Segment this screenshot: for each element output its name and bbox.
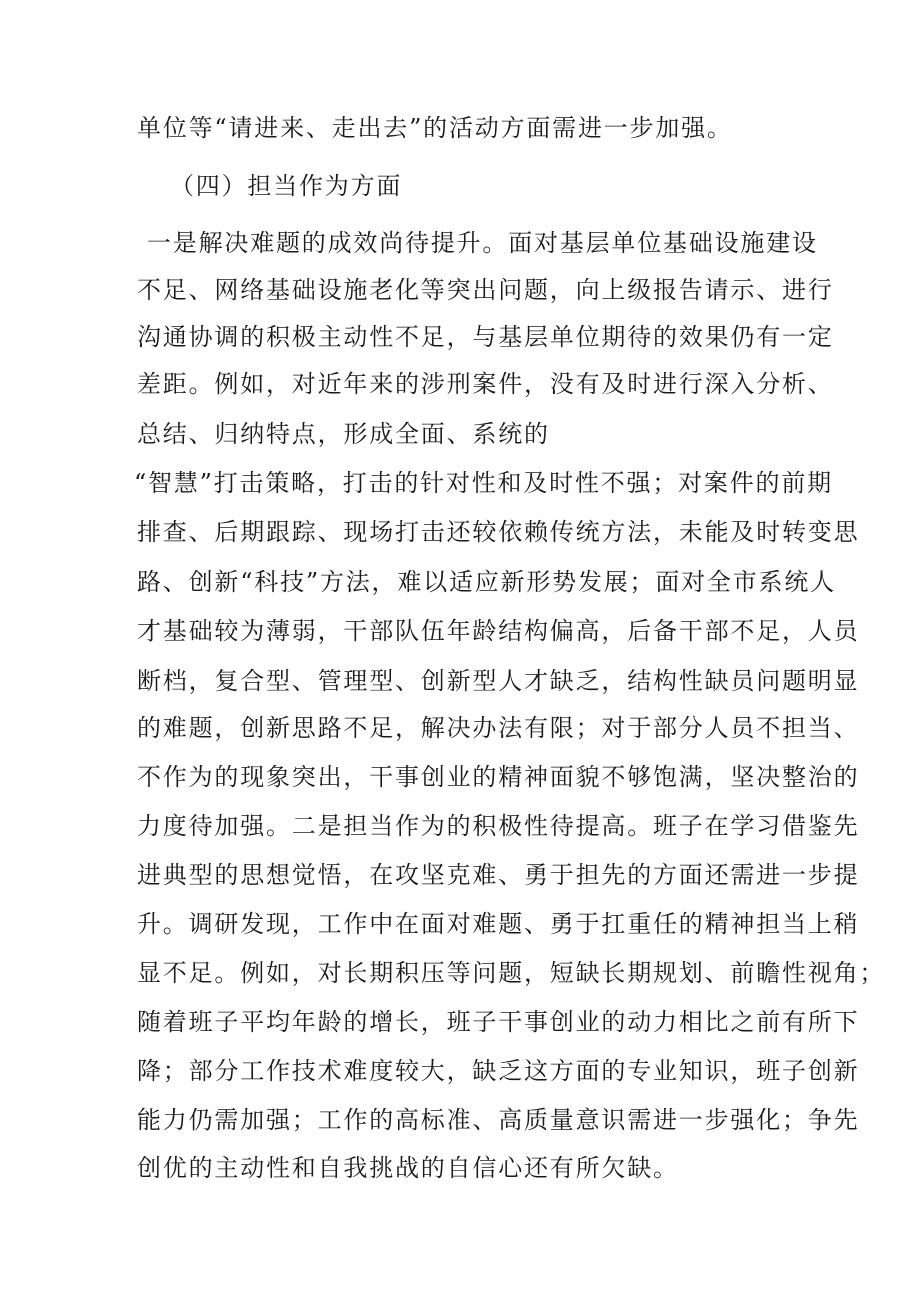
text-line-18: 显不足。例如，对长期积压等问题，短缺长期规划、前瞻性视角； [137,959,886,987]
text-line-15: 力度待加强。二是担当作为的积极性待提高。班子在学习借鉴先 [137,812,860,840]
text-line-14: 不作为的现象突出，干事创业的精神面貌不够饱满，坚决整治的 [137,763,860,791]
text-line-1: 单位等“请进来、走出去”的活动方面需进一步加强。 [137,114,733,142]
text-line-12: 断档，复合型、管理型、创新型人才缺乏，结构性缺员问题明显 [137,667,860,695]
text-line-8: “智慧”打击策略，打击的针对性和及时性不强；对案件的前期 [134,469,833,497]
section-heading: （四）担当作为方面 [170,172,403,200]
text-line-7: 总结、归纳特点，形成全面、系统的 [137,420,550,448]
text-line-21: 能力仍需加强；工作的高标准、高质量意识需进一步强化；争先 [137,1106,860,1134]
text-line-3: 一是解决难题的成效尚待提升。面对基层单位基础设施建设 [147,229,818,257]
text-line-4: 不足、网络基础设施老化等突出问题，向上级报告请示、进行 [137,276,834,304]
text-line-6: 差距。例如，对近年来的涉刑案件，没有及时进行深入分析、 [137,370,834,398]
text-line-9: 排查、后期跟踪、现场打击还较依赖传统方法，未能及时转变思 [137,518,860,546]
text-line-19: 随着班子平均年龄的增长，班子干事创业的动力相比之前有所下 [137,1008,860,1036]
text-line-20: 降；部分工作技术难度较大，缺乏这方面的专业知识，班子创新 [137,1057,860,1085]
text-line-10: 路、创新“科技”方法，难以适应新形势发展；面对全市系统人 [137,568,836,596]
text-line-5: 沟通协调的积极主动性不足，与基层单位期待的效果仍有一定 [137,323,834,351]
text-line-22: 创优的主动性和自我挑战的自信心还有所欠缺。 [137,1154,679,1182]
text-line-16: 进典型的思想觉悟，在攻坚克难、勇于担先的方面还需进一步提 [137,861,860,889]
text-line-11: 才基础较为薄弱，干部队伍年龄结构偏高，后备干部不足，人员 [137,617,860,645]
text-line-17: 升。调研发现，工作中在面对难题、勇于扛重任的精神担当上稍 [137,910,860,938]
text-line-13: 的难题，创新思路不足，解决办法有限；对于部分人员不担当、 [137,714,860,742]
